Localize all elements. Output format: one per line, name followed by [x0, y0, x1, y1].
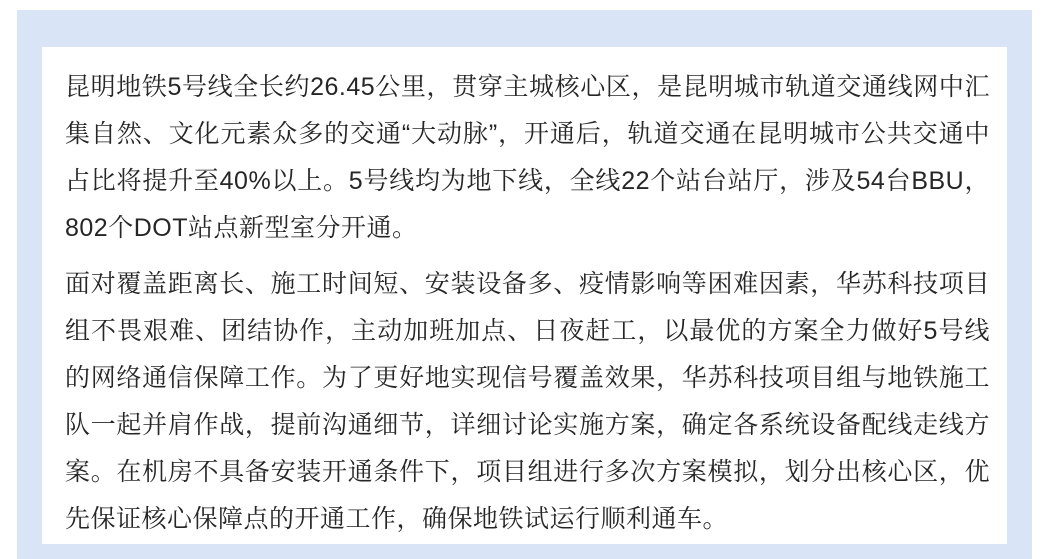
article-paragraph-1: 昆明地铁5号线全长约26.45公里，贯穿主城核心区，是昆明城市轨道交通线网中汇集自然、文化元素众多的交通“大动脉”，开通后，轨道交通在昆明城市公共交通中占比将提升至40%以上。5号线均为地下线，全线22个站台站厅，涉及54台BBU，802个DOT站点新型室分开通。: [65, 73, 990, 242]
content-panel: [17, 10, 1032, 559]
article-card: [42, 47, 1007, 544]
article-paragraph-2: 面对覆盖距离长、施工时间短、安装设备多、疫情影响等困难因素，华苏科技项目组不畏艰难、团结协作，主动加班加点、日夜赶工，以最优的方案全力做好5号线的网络通信保障工作。为了更好地实现信号覆盖效果，华苏科技项目组与地铁施工队一起并肩作战，提前沟通细节，详细讨论实施方案，确定各系统设备配线走线方案。在机房不具备安装开通条件下，项目组进行多次方案模拟，划分出核心区，优先保证核心保障点的开通工作，确保地铁试运行顺利通车。: [65, 270, 990, 533]
